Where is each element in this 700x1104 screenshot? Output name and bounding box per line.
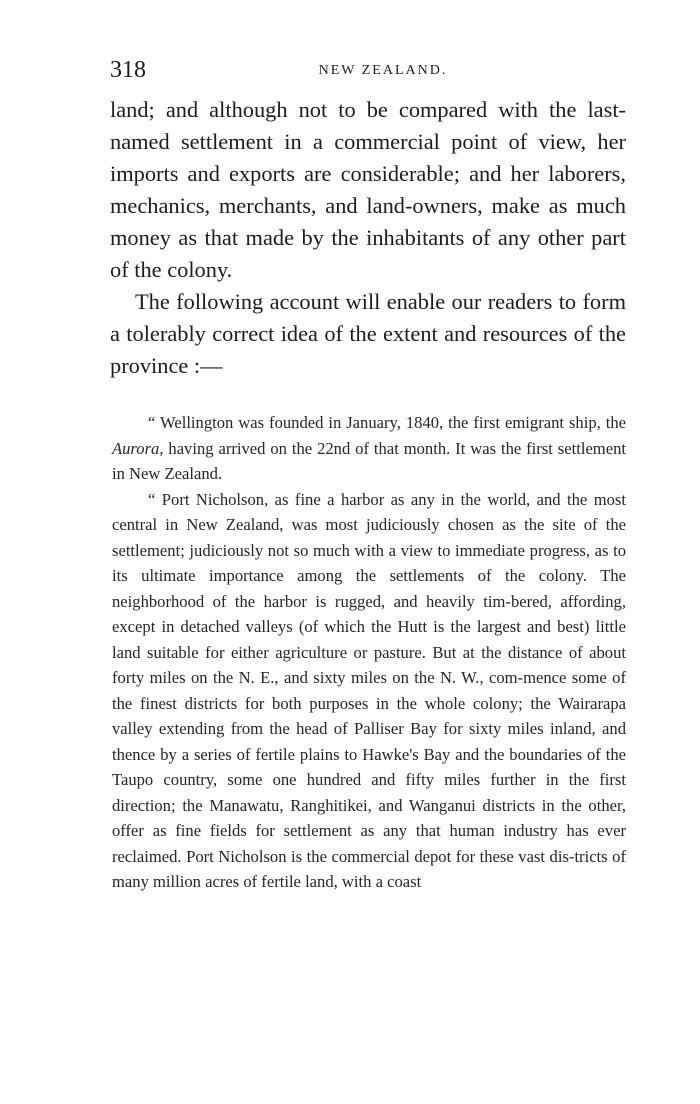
quote-text: having arrived on the 22nd of that month. It was the first settlement in New Zealand.	[112, 438, 626, 483]
quote-paragraph	[112, 410, 626, 487]
body-paragraph: land; and although not to be compared with the last-named settlement in a commercial point of view, her imports and exports are considerable; and her laborers, mechanics, merchants, and land-owners, make as much money as that made by the inhabitants of any other part of the colony.	[110, 97, 626, 282]
main-text	[110, 94, 626, 382]
ship-name: Aurora,	[112, 438, 164, 458]
page-header	[110, 50, 626, 90]
quoted-passage	[110, 410, 626, 895]
book-page	[110, 50, 626, 895]
quote-paragraph: “ Port Nicholson, as fine a harbor as any in the world, and the most central in New Zealand, was most judiciously chosen as the site of the settlement; judiciously not so much with a view to immediate progress, as to its ultimate importance among the settlements of the colony. The neighborhood of the harbor is rugged, and heavily tim-bered, affording, except in detached valleys (of which the Hutt is the largest and best) little land suitable for either agriculture or pasture. But at the distance of about forty miles on the N. E., and sixty miles on the N. W., com-mence some of the finest districts for both purposes in the whole colony; the Wairarapa valley extending from the head of Palliser Bay for sixty miles inland, and thence by a series of fertile plains to Hawke's Bay and the boundaries of the Taupo country, some one hundred and fifty miles further in the first direction; the Manawatu, Ranghitikei, and Wanganui districts in the other, offer as fine fields for settlement as any that human industry has ever reclaimed. Port Nicholson is the commercial depot for these vast dis-tricts of many million acres of fertile land, with a coast	[112, 489, 626, 891]
quote-text: “ Wellington was founded in January, 1840, the first emigrant ship, the	[148, 413, 626, 432]
running-title: NEW ZEALAND.	[318, 63, 448, 78]
body-paragraph: The following account will enable our readers to form a tolerably correct idea of the extent and resources of the province :—	[110, 289, 626, 378]
page-number: 318	[110, 57, 146, 83]
